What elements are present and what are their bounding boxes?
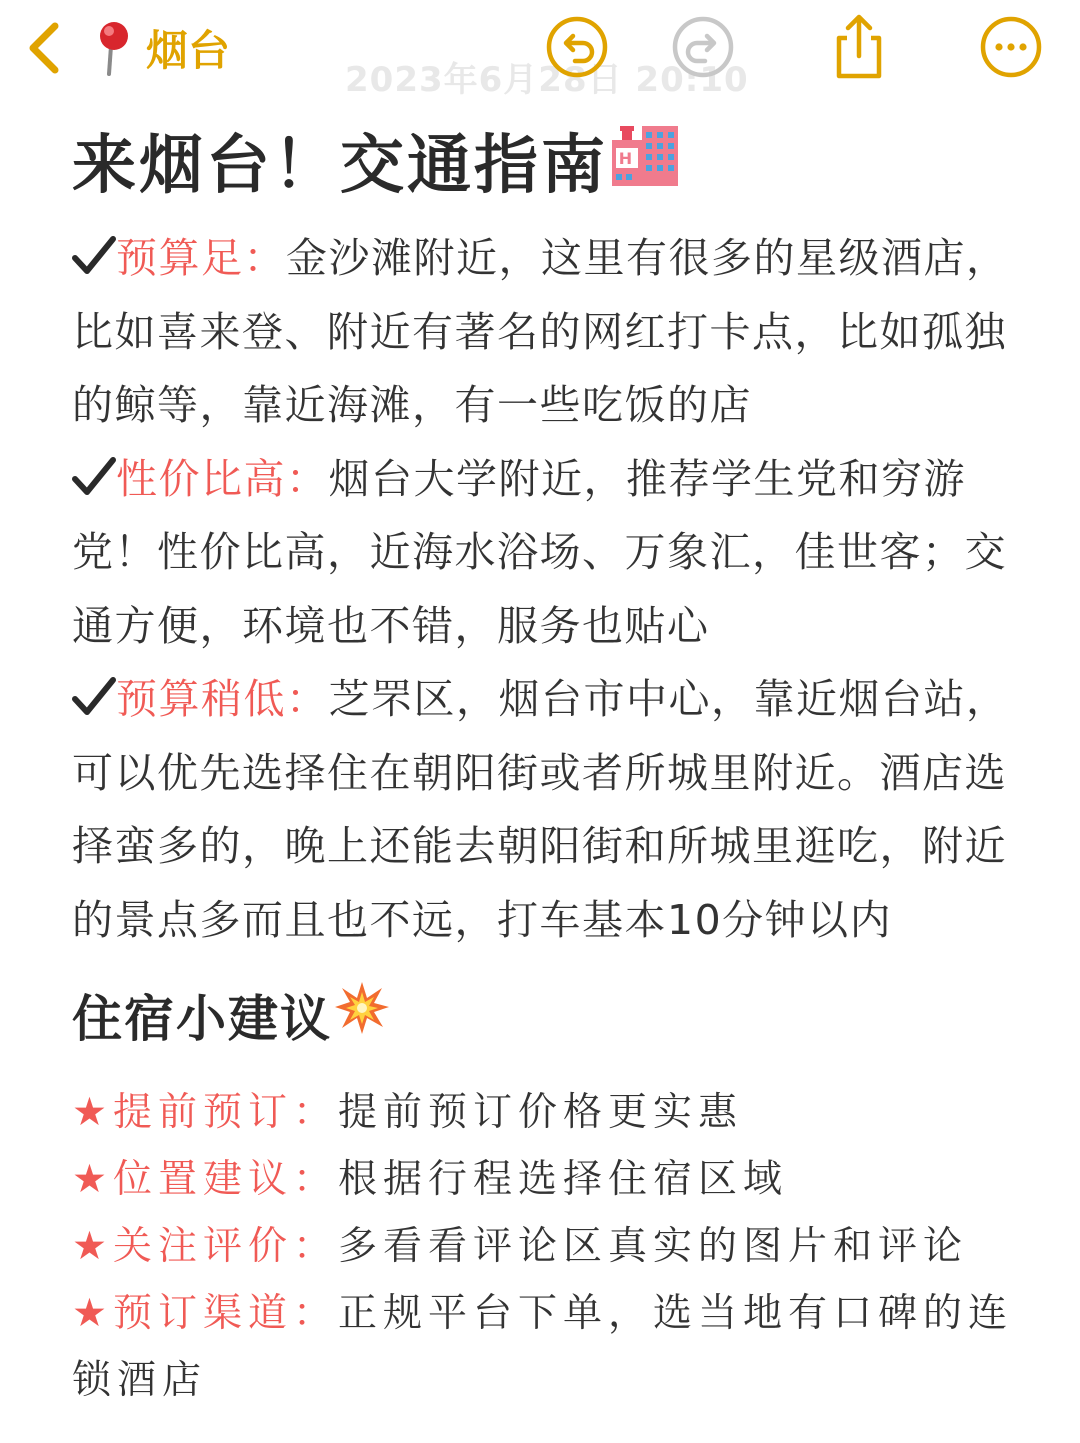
tip-text: 正规平台下单，选当地有口碑的连锁酒店	[72, 1291, 1013, 1403]
check-icon	[72, 457, 116, 497]
tip-text: 根据行程选择住宿区域	[337, 1157, 788, 1202]
section-paragraph	[72, 443, 1032, 664]
section-label: 性价比高：	[116, 454, 329, 503]
tip-item	[72, 1280, 1032, 1414]
section-label: 预算足：	[116, 234, 286, 282]
folder-label: 烟台	[146, 26, 231, 75]
notes-toolbar	[0, 0, 1080, 100]
tip-text: 多看看评论区真实的图片和评论	[337, 1224, 968, 1269]
note-date: 2023年6月28日 20:10	[345, 60, 749, 100]
section-text: 烟台大学附近，推荐学生党和穷游党！性价比高，近海水浴场、万象汇，佳世客；交通方便，环境也不错，服务也贴心	[72, 454, 1007, 650]
hotel-emoji-icon	[610, 118, 680, 215]
section-paragraph	[72, 222, 1032, 443]
section-paragraph	[72, 663, 1032, 957]
undo-button[interactable]	[542, 12, 612, 82]
section-text: 金沙滩附近，这里有很多的星级酒店，比如喜来登、附近有著名的网红打卡点，比如孤独的鲸等，靠近海滩，有一些吃饭的店	[72, 234, 1009, 429]
section-text: 芝罘区，烟台市中心，靠近烟台站，可以优先选择住在朝阳街或者所城里附近。酒店选择蛮多的，晚上还能去朝阳街和所城里逛吃，附近的景点多而且也不远，打车基本10分钟以内	[72, 675, 1009, 944]
tip-label: ★预订渠道：	[72, 1291, 338, 1336]
check-icon	[72, 236, 116, 276]
more-icon	[979, 15, 1043, 79]
back-button[interactable]	[20, 18, 66, 78]
section-heading	[72, 979, 1032, 1059]
tip-label: ★位置建议：	[72, 1157, 338, 1202]
tip-text: 提前预订价格更实惠	[337, 1090, 743, 1135]
section-heading-text: 住宿小建议	[72, 990, 332, 1048]
tip-item	[72, 1079, 1032, 1146]
tip-item	[72, 1213, 1032, 1280]
check-icon	[72, 677, 116, 717]
undo-icon	[545, 15, 609, 79]
folder-back-link[interactable]	[90, 20, 230, 76]
section-label: 预算稍低：	[116, 675, 329, 723]
share-icon	[827, 12, 891, 82]
note-title-text: 来烟台！交通指南	[72, 129, 608, 203]
back-chevron-icon	[23, 20, 63, 76]
redo-icon	[671, 15, 735, 79]
redo-button[interactable]	[668, 12, 738, 82]
note-title	[72, 118, 1032, 214]
tip-item	[72, 1146, 1032, 1213]
note-body[interactable]	[72, 118, 1032, 1414]
tips-list	[72, 1079, 1032, 1414]
svg-text:H: H	[618, 148, 636, 168]
more-button[interactable]	[976, 12, 1046, 82]
tip-label: ★提前预订：	[72, 1090, 338, 1135]
share-button[interactable]	[824, 12, 894, 82]
tip-label: ★关注评价：	[72, 1224, 338, 1269]
pushpin-icon	[90, 20, 140, 76]
collision-emoji-icon	[334, 979, 390, 1059]
